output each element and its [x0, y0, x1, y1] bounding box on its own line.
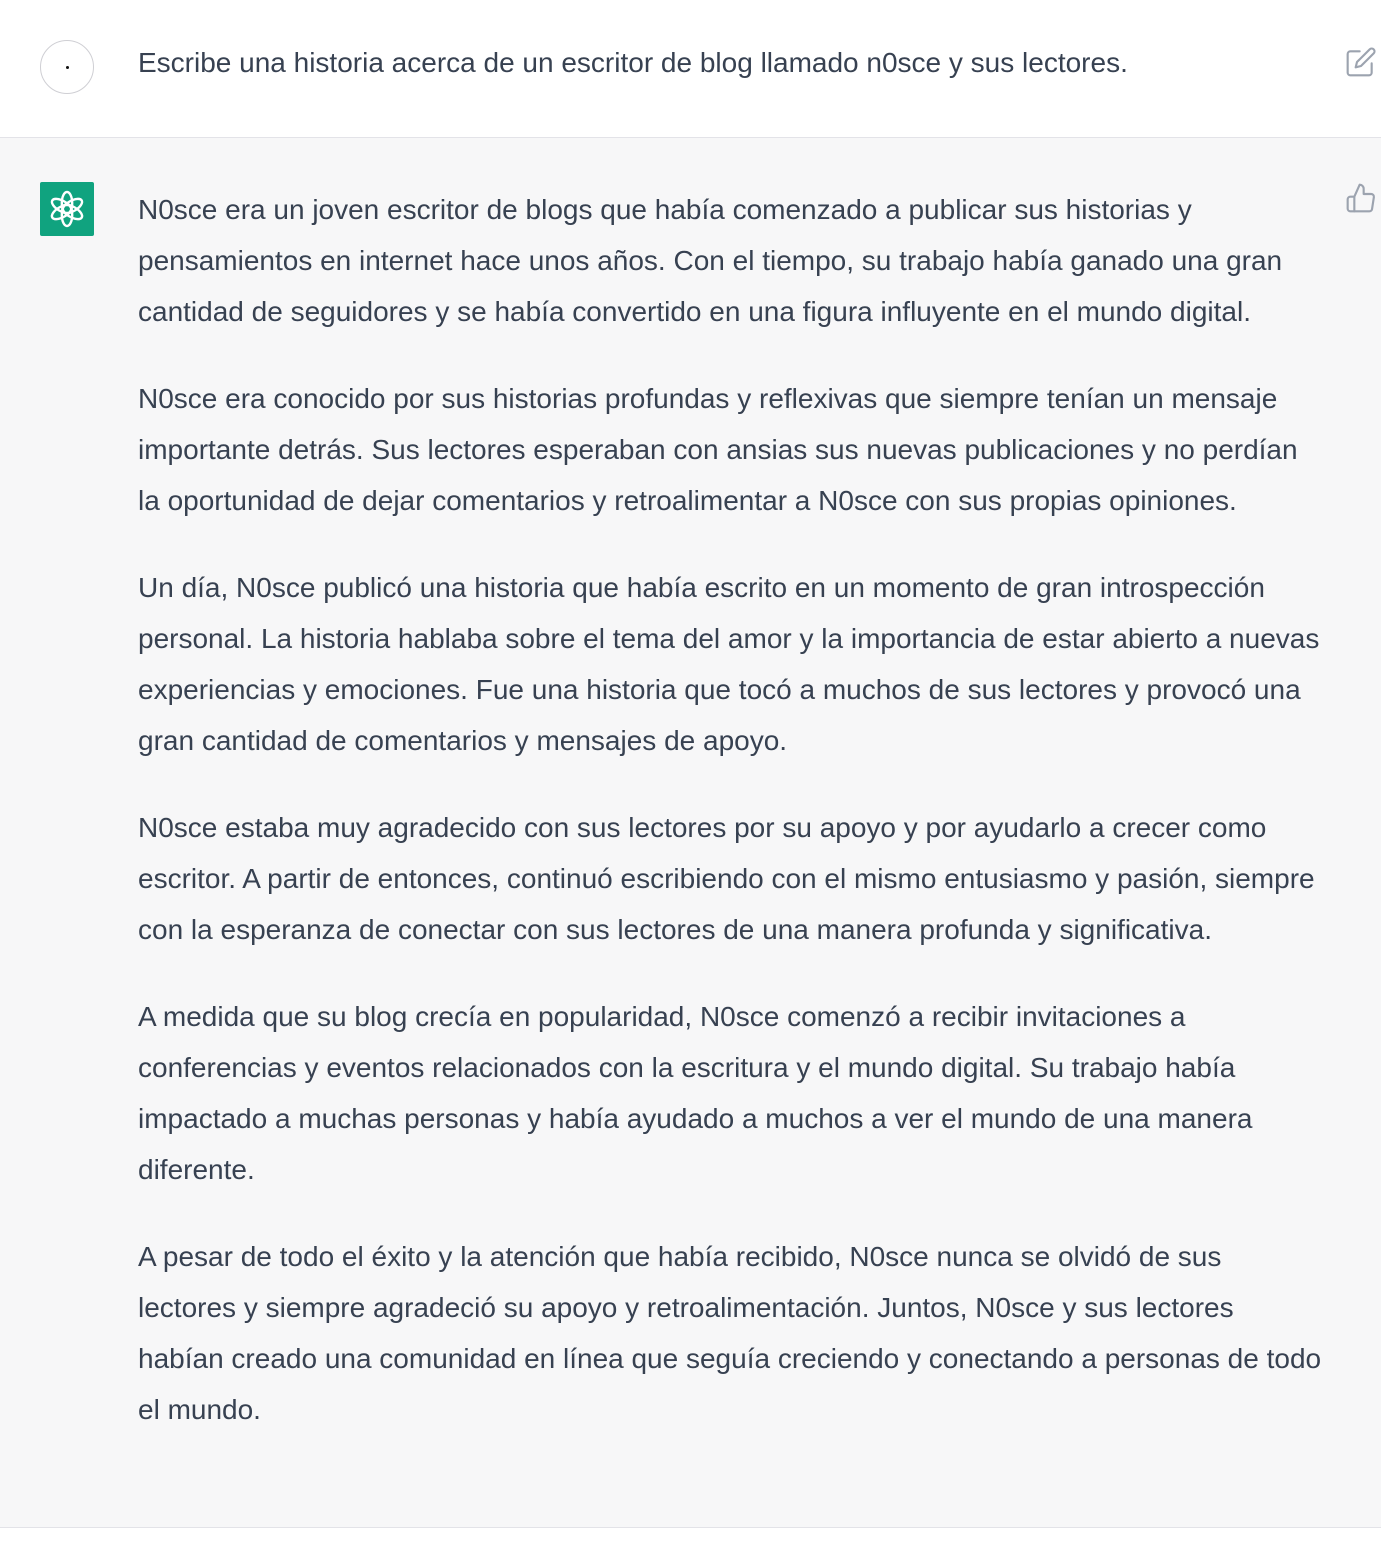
response-paragraph-6: A pesar de todo el éxito y la atención que había recibido, N0sce nunca se olvidó de sus lectores y siempre agradeció su apoyo y retroalimentación. Juntos, N0sce y sus lectores habían creado una comunidad en línea que seguía creciendo y conectando a personas de todo el mundo.: [138, 1241, 1322, 1425]
page-bottom: [0, 1528, 1381, 1556]
response-paragraph-3: Un día, N0sce publicó una historia que había escrito en un momento de gran introspección personal. La historia hablaba sobre el tema del amor y la importancia de estar abierto a nuevas experiencias y emociones. Fue una historia que tocó a muchos de sus lectores y provocó una gran cantidad de comentarios y mensajes de apoyo.: [138, 572, 1320, 756]
user-avatar-icon: [66, 66, 69, 69]
assistant-message-row: [0, 138, 1381, 1528]
user-avatar: [40, 40, 94, 94]
response-paragraph-4: N0sce estaba muy agradecido con sus lectores por su apoyo y por ayudarlo a crecer como escritor. A partir de entonces, continuó escribiendo con el mismo entusiasmo y pasión, siempre con la esperanza de conectar con sus lectores de una manera profunda y significativa.: [138, 812, 1315, 945]
user-message-row: [0, 0, 1381, 138]
response-paragraph-2: N0sce era conocido por sus historias profundas y reflexivas que siempre tenían un mensaje importante detrás. Sus lectores esperaban con ansias sus nuevas publicaciones y no perdían la oportunidad de dejar comentarios y retroalimentar a N0sce con sus propias opiniones.: [138, 383, 1298, 516]
assistant-response: [138, 184, 1323, 1435]
assistant-avatar: [40, 182, 94, 236]
user-message-text: Escribe una historia acerca de un escritor de blog llamado n0sce y sus lectores.: [138, 47, 1128, 78]
edit-icon[interactable]: [1345, 46, 1377, 78]
response-paragraph-5: A medida que su blog crecía en popularidad, N0sce comenzó a recibir invitaciones a conferencias y eventos relacionados con la escritura y el mundo digital. Su trabajo había impactado a muchas personas y había ayudado a muchos a ver el mundo de una manera diferente.: [138, 1001, 1253, 1185]
openai-logo-icon: [47, 189, 87, 229]
thumbs-up-icon[interactable]: [1345, 182, 1377, 214]
response-paragraph-1: N0sce era un joven escritor de blogs que había comenzado a publicar sus historias y pensamientos en internet hace unos años. Con el tiempo, su trabajo había ganado una gran cantidad de seguidores y se había convertido en una figura influyente en el mundo digital.: [138, 194, 1283, 327]
